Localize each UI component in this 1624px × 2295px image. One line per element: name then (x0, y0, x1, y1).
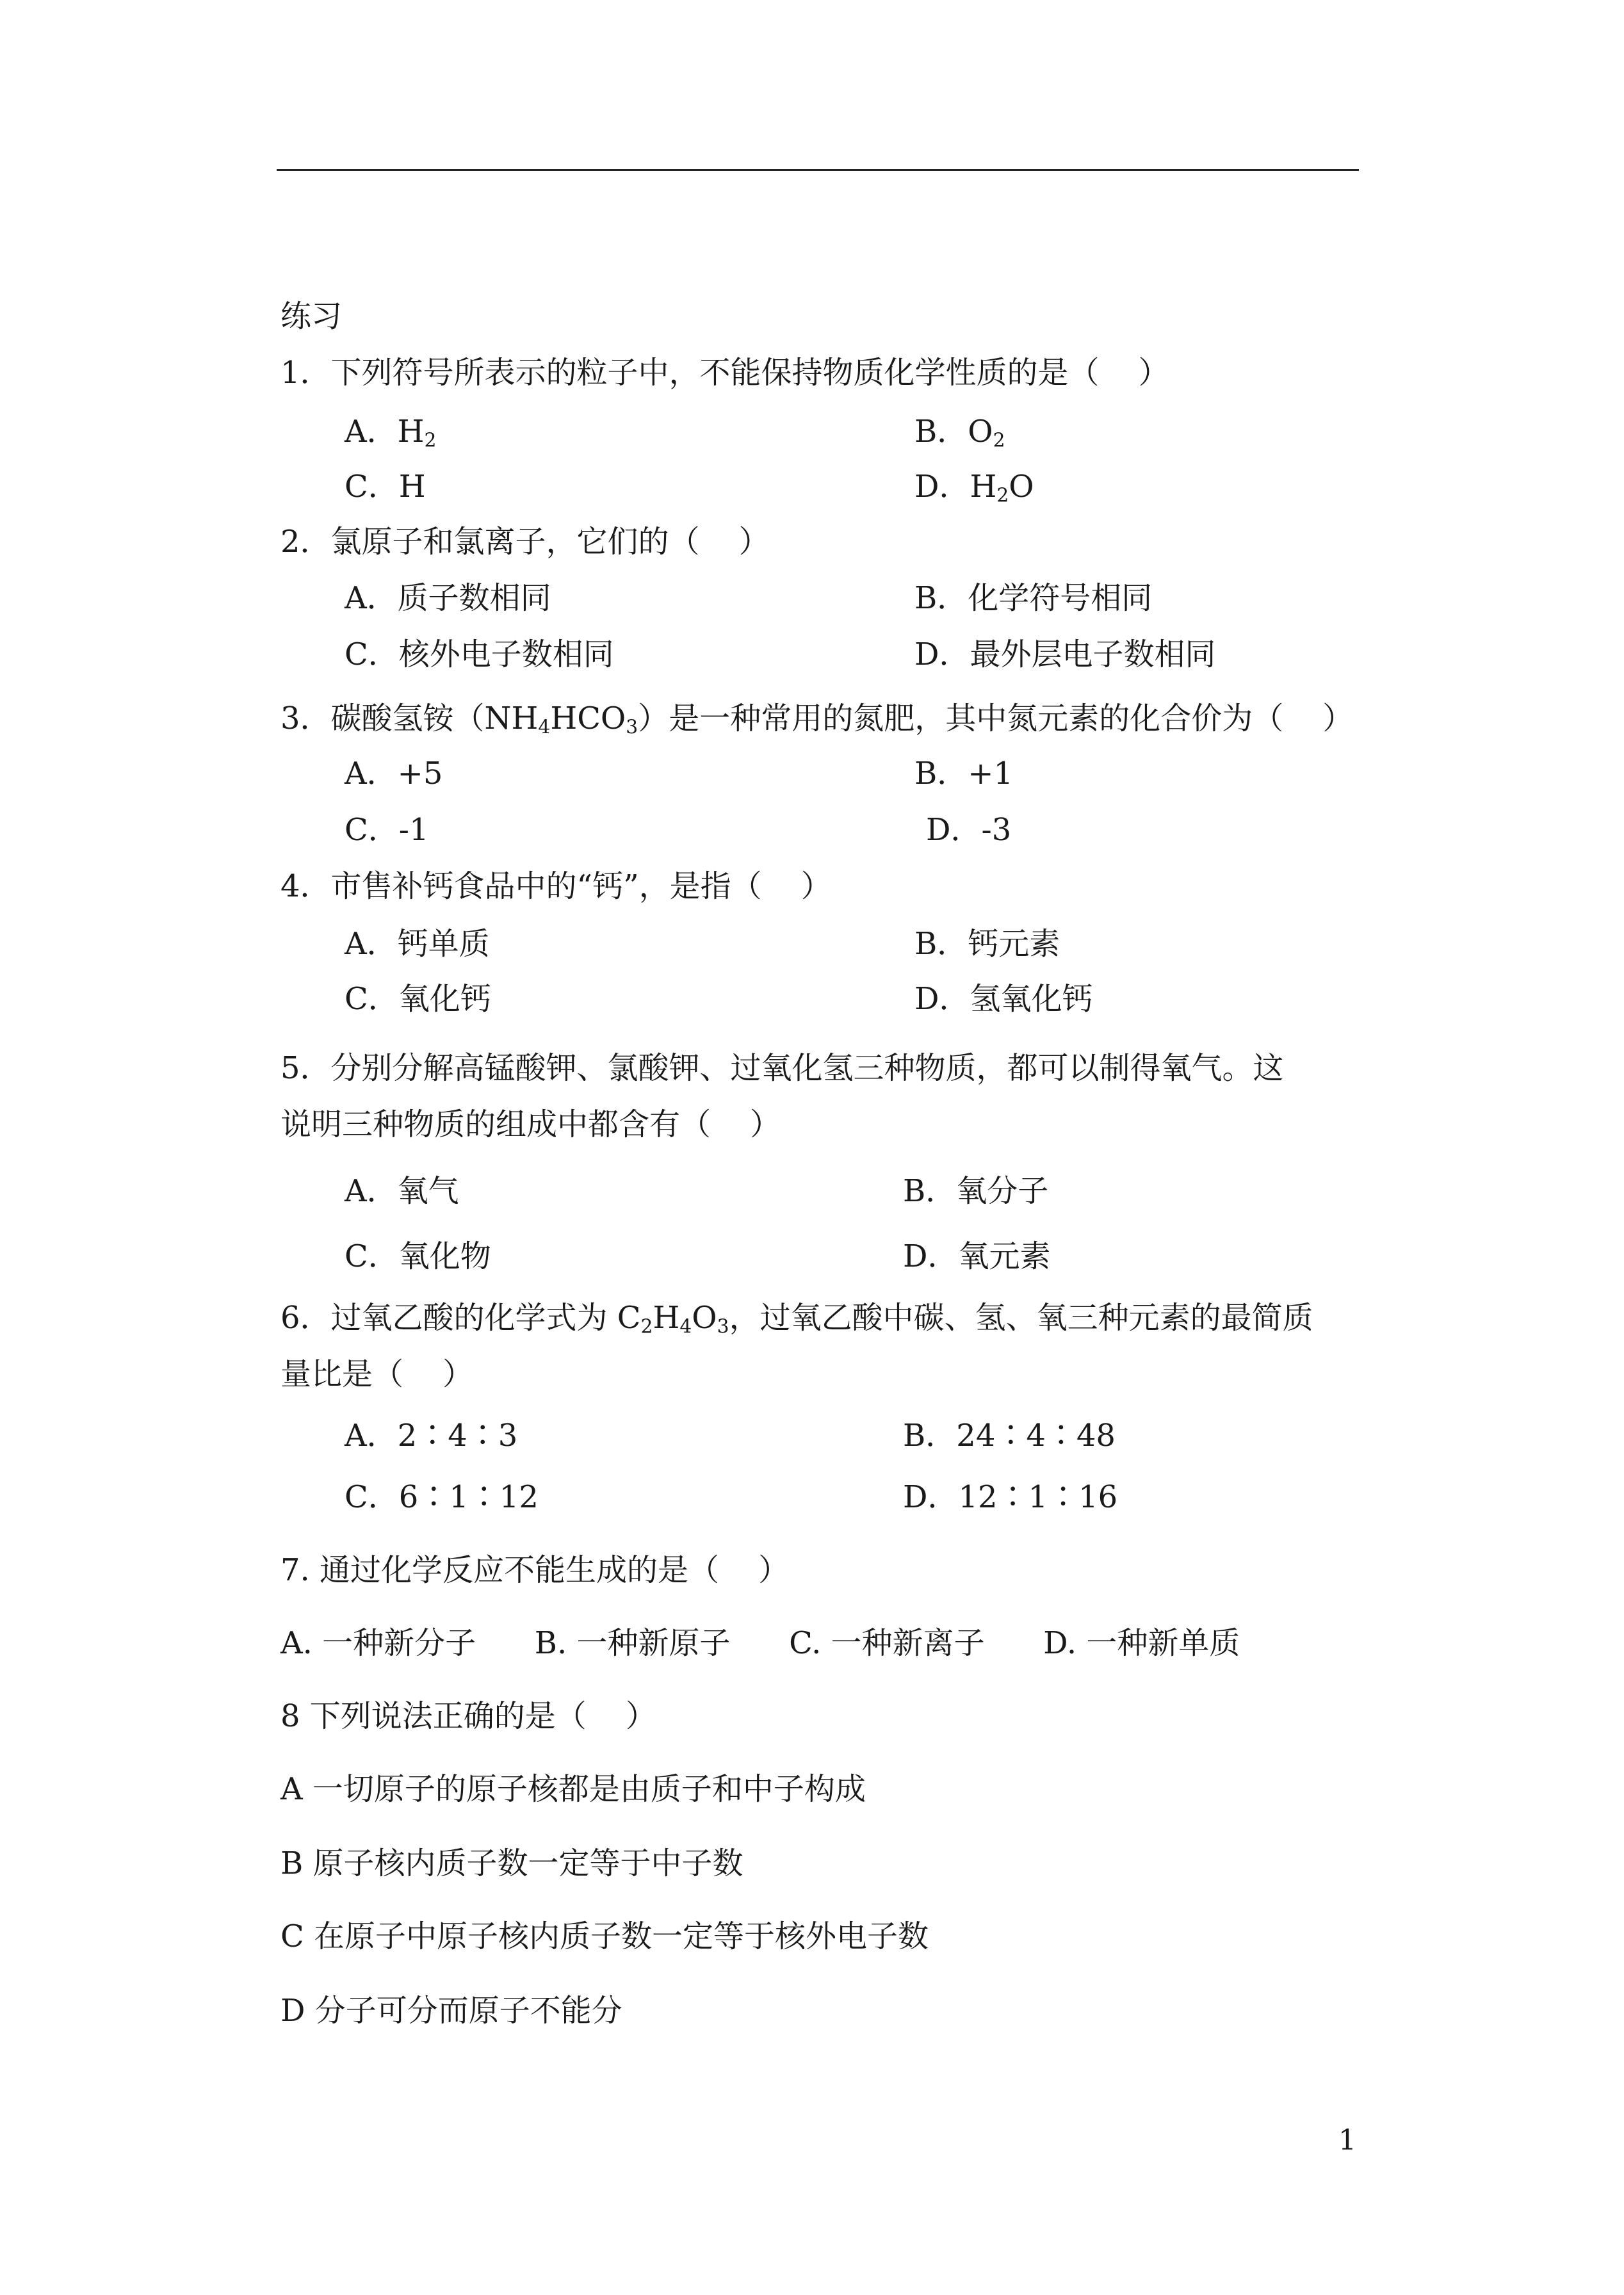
q3-option-a: A．+5 (345, 756, 443, 791)
question-2: 2．氯原子和氯离子，它们的（ ） (280, 524, 770, 560)
q4-option-c: C．氧化钙 (345, 981, 491, 1017)
q7-options: A. 一种新分子 B. 一种新原子 C. 一种新离子 D. 一种新单质 (280, 1625, 1240, 1661)
section-title: 练习 (280, 298, 343, 334)
q1-option-d: D．$H_2O$ (914, 469, 1034, 507)
question-5-line-2: 说明三种物质的组成中都含有（ ） (280, 1107, 781, 1142)
q2-option-c: C．核外电子数相同 (345, 637, 614, 672)
q1-option-b: B．$O_2$ (914, 414, 1005, 452)
q8-option-d: D 分子可分而原子不能分 (280, 1993, 622, 2029)
q5-option-a: A．氧气 (345, 1173, 459, 1209)
q6-option-d: D．12∶1∶16 (903, 1479, 1118, 1515)
q8-option-a: A 一切原子的原子核都是由质子和中子构成 (280, 1771, 866, 1807)
q6-option-a: A．2∶4∶3 (345, 1418, 518, 1454)
question-7: 7. 通过化学反应不能生成的是（ ） (280, 1552, 790, 1588)
q2-option-b: B．化学符号相同 (914, 580, 1153, 616)
question-8: 8 下列说法正确的是（ ） (280, 1698, 656, 1734)
q5-option-d: D．氧元素 (903, 1238, 1051, 1274)
question-1: 1．下列符号所表示的粒子中，不能保持物质化学性质的是（ ） (280, 355, 1169, 391)
q4-option-b: B．钙元素 (914, 926, 1060, 962)
question-6-line-1: 6．过氧乙酸的化学式为 $C_2H_4O_3$，过氧乙酸中碳、氢、氧三种元素的最简质 (280, 1300, 1313, 1338)
q3-option-b: B．+1 (914, 756, 1014, 791)
question-3: 3．碳酸氢铵$(NH_4HCO_3)$是一种常用的氮肥，其中氮元素的化合价为（ ） (280, 701, 1354, 739)
q4-option-a: A．钙单质 (345, 926, 490, 962)
q4-option-d: D．氢氧化钙 (914, 981, 1093, 1017)
q2-option-d: D．最外层电子数相同 (914, 637, 1216, 672)
q1-option-a: A．$H_2$ (345, 414, 437, 452)
q6-option-b: B．24∶4∶48 (903, 1418, 1116, 1454)
header-rule (277, 169, 1359, 171)
q2-option-a: A．质子数相同 (345, 580, 551, 616)
q5-option-c: C．氧化物 (345, 1238, 491, 1274)
question-6-line-2: 量比是（ ） (280, 1356, 474, 1392)
q1-option-c: C．H (345, 469, 426, 505)
q8-option-b: B 原子核内质子数一定等于中子数 (280, 1845, 743, 1881)
q8-option-c: C 在原子中原子核内质子数一定等于核外电子数 (280, 1918, 929, 1954)
q3-option-c: C．-1 (345, 812, 429, 848)
q3-option-d: D．-3 (926, 812, 1012, 848)
q5-option-b: B．氧分子 (903, 1173, 1049, 1209)
question-4: 4．市售补钙食品中的“钙”，是指（ ） (280, 868, 832, 904)
q6-option-c: C．6∶1∶12 (345, 1479, 539, 1515)
page-number: 1 (1338, 2124, 1356, 2157)
question-5-line-1: 5．分别分解高锰酸钾、氯酸钾、过氧化氢三种物质，都可以制得氧气。这 (280, 1050, 1284, 1086)
